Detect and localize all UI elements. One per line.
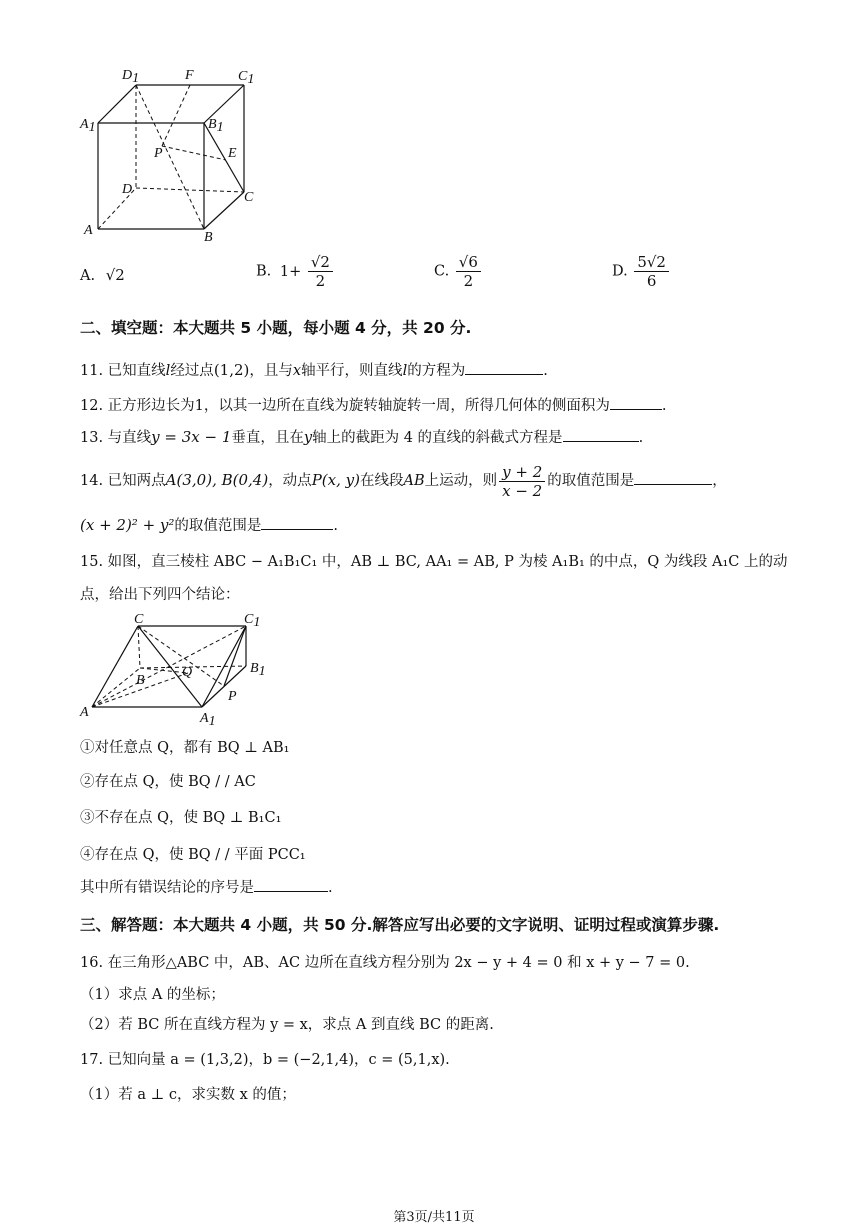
page-footer: 第3页/共11页 xyxy=(393,1210,475,1225)
answer-blank-11[interactable] xyxy=(465,360,543,375)
label-A: A xyxy=(84,223,93,238)
label-B: B xyxy=(136,673,145,688)
option-a: A. √2 xyxy=(80,266,125,284)
option-b: B. 1+ $\frac{√2}{2}$ xyxy=(256,253,335,290)
question-14-part2: (x + 2)² + y²的取值范围是 . xyxy=(80,516,339,534)
option-c: C. $\frac{√6}{2}$ xyxy=(434,253,483,290)
label-D: D xyxy=(122,182,133,197)
question-16-part1: （1）求点 A 的坐标； xyxy=(80,987,225,1003)
label-P: P xyxy=(154,146,163,161)
label-C: C xyxy=(134,612,144,627)
answer-blank-14a[interactable] xyxy=(634,470,712,485)
option-d: D. $\frac{5√2}{6}$ xyxy=(612,253,671,290)
figure-cube xyxy=(78,60,268,250)
conclusion-2: ②存在点 Q，使 BQ / / AC xyxy=(80,774,256,790)
label-D1: D1 xyxy=(122,68,140,86)
label-C1: C1 xyxy=(244,612,261,630)
question-15-line2: 点，给出下列四个结论： xyxy=(80,587,240,603)
question-15-line1: 15. 如图，直三棱柱 ABC − A₁B₁C₁ 中，AB ⊥ BC, AA₁ = AB, P 为棱 A₁B₁ 的中点，Q 为线段 A₁C 上的动 xyxy=(80,554,788,570)
conclusion-4: ④存在点 Q，使 BQ / / 平面 PCC₁ xyxy=(80,847,306,863)
label-F: F xyxy=(185,68,194,83)
answer-blank-14b[interactable] xyxy=(261,515,333,530)
question-17-part1: （1）若 a ⊥ c，求实数 x 的值； xyxy=(80,1087,296,1103)
label-A1: A1 xyxy=(80,117,96,135)
question-16-part2: （2）若 BC 所在直线方程为 y = x，求点 A 到直线 BC 的距离. xyxy=(80,1017,494,1033)
label-B1: B1 xyxy=(250,661,266,679)
question-11: 11. 已知直线l经过点(1,2)，且与x轴平行，则直线l的方程为 . xyxy=(80,361,548,379)
question-15-ask: 其中所有错误结论的序号是 . xyxy=(80,877,333,898)
conclusion-3: ③不存在点 Q，使 BQ ⊥ B₁C₁ xyxy=(80,810,282,826)
label-P: P xyxy=(228,689,237,704)
question-16: 16. 在三角形△ABC 中，AB、AC 边所在直线方程分别为 2x − y + 4 = 0 和 x + y − 7 = 0. xyxy=(80,955,690,971)
question-13: 13. 与直线y = 3x − 1垂直，且在y轴上的截距为 4 的直线的斜截式方程是 . xyxy=(80,428,644,446)
answer-blank-12[interactable] xyxy=(610,395,662,410)
conclusion-1: ①对任意点 Q，都有 BQ ⊥ AB₁ xyxy=(80,740,290,756)
figure-prism xyxy=(78,610,278,730)
label-Q: Q xyxy=(182,665,193,680)
section-3-title: 三、解答题：本大题共 4 小题，共 50 分.解答应写出必要的文字说明、证明过程或演算步骤. xyxy=(80,916,720,934)
label-A: A xyxy=(80,705,89,720)
label-A1: A1 xyxy=(200,711,216,729)
label-B: B xyxy=(204,230,213,245)
question-12: 12. 正方形边长为1，以其一边所在直线为旋转轴旋转一周，所得几何体的侧面积为 . xyxy=(80,395,667,416)
question-14: 14. 已知两点A(3,0), B(0,4)，动点P(x, y)在线段AB上运动，则 $\frac{y + 2}{x - 2}$ 的取值范围是 ， xyxy=(80,462,727,500)
label-B1: B1 xyxy=(208,117,224,135)
answer-blank-15[interactable] xyxy=(254,877,328,892)
section-2-title: 二、填空题：本大题共 5 小题，每小题 4 分，共 20 分. xyxy=(80,319,472,337)
label-C1: C1 xyxy=(238,69,255,87)
label-E: E xyxy=(228,146,237,161)
label-C: C xyxy=(244,190,254,205)
question-17: 17. 已知向量 a = (1,3,2)，b = (−2,1,4)，c = (5,1,x). xyxy=(80,1052,450,1068)
answer-blank-13[interactable] xyxy=(563,427,639,442)
